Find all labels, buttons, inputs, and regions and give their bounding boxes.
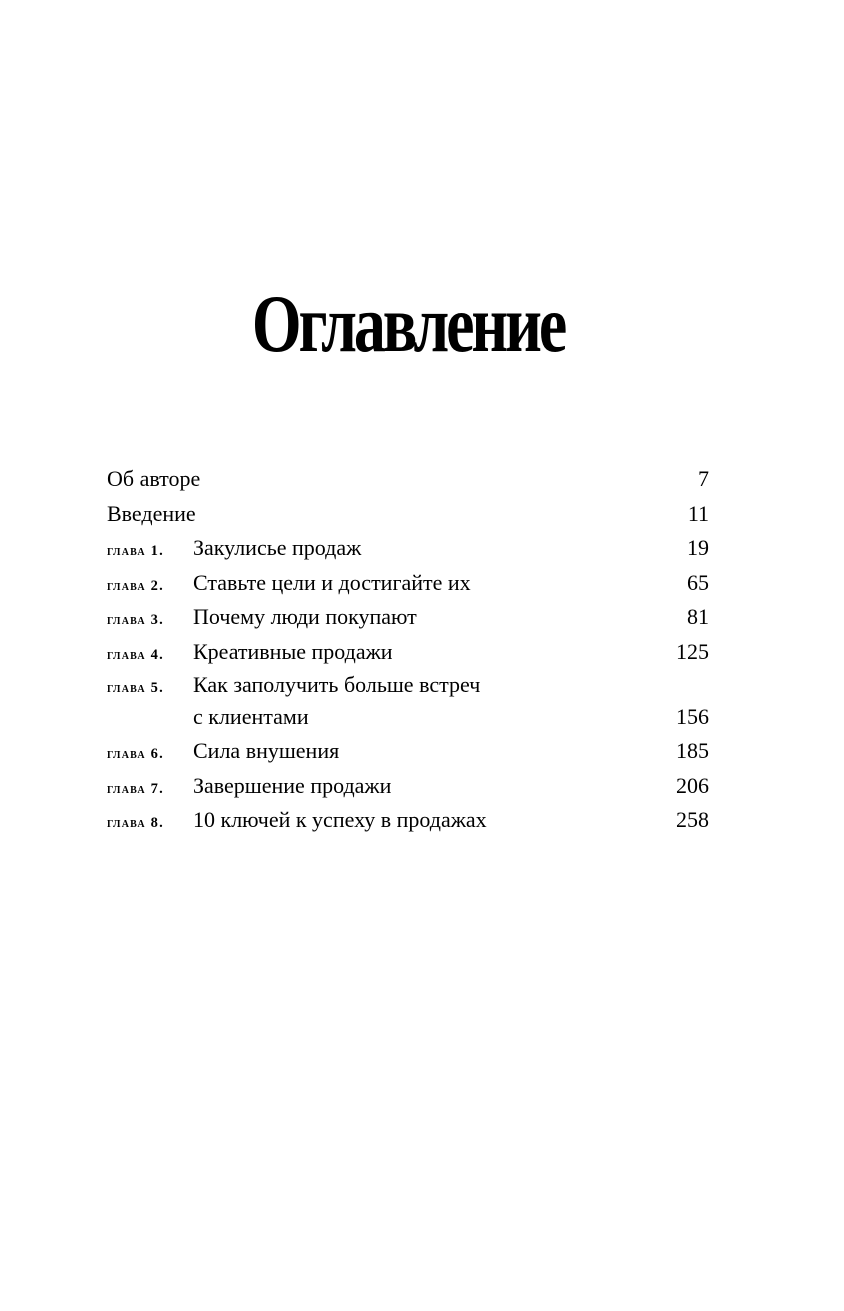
toc-page-number: 258 xyxy=(676,807,709,833)
chapter-number: 8. xyxy=(150,815,164,832)
toc-page-number: 156 xyxy=(676,703,709,729)
chapter-number: 2. xyxy=(150,577,164,594)
toc-page-number: 185 xyxy=(676,738,709,764)
chapter-label: глава xyxy=(107,646,146,663)
chapter-title: Креативные продажи xyxy=(193,638,393,664)
toc-entry-text: Введение xyxy=(107,500,196,526)
chapter-label: глава xyxy=(107,679,146,696)
toc-chapter-3 xyxy=(107,600,709,635)
chapter-label: глава xyxy=(107,815,146,832)
chapter-title-continuation: с клиентами xyxy=(193,703,309,729)
chapter-title: Завершение продажи xyxy=(193,772,392,798)
chapter-label: глава xyxy=(107,577,146,594)
toc-page-number: 81 xyxy=(687,604,709,630)
toc-entry-introduction xyxy=(107,497,709,532)
chapter-number: 7. xyxy=(150,780,164,797)
toc-entry-text: Об авторе xyxy=(107,466,201,491)
toc-chapter-6 xyxy=(107,734,709,769)
chapter-label: глава xyxy=(107,780,146,797)
toc-chapter-1 xyxy=(107,531,709,566)
chapter-label: глава xyxy=(107,543,146,560)
chapter-prefix xyxy=(107,806,193,841)
toc-page-number: 7 xyxy=(698,466,709,491)
chapter-number: 6. xyxy=(150,746,164,763)
toc-page-number: 11 xyxy=(687,500,709,526)
toc-page-number: 125 xyxy=(676,638,709,664)
chapter-label: глава xyxy=(107,746,146,763)
chapter-prefix xyxy=(107,772,193,807)
toc-chapter-4 xyxy=(107,635,709,670)
chapter-prefix xyxy=(107,603,193,638)
chapter-number: 5. xyxy=(150,679,164,696)
chapter-prefix xyxy=(107,673,193,703)
toc-chapter-2 xyxy=(107,566,709,601)
toc-chapter-5 xyxy=(107,670,709,700)
chapter-title: 10 ключей к успеху в продажах xyxy=(193,807,487,833)
chapter-number: 3. xyxy=(150,612,164,629)
chapter-number: 1. xyxy=(150,543,164,560)
chapter-title: Ставьте цели и достигайте их xyxy=(193,569,471,595)
toc-entry-about-author xyxy=(107,462,709,497)
toc-page-number: 65 xyxy=(687,569,709,595)
chapter-label: глава xyxy=(107,612,146,629)
table-of-contents xyxy=(107,462,709,838)
chapter-title: Сила внушения xyxy=(193,738,340,764)
page-title: Оглавление xyxy=(251,278,565,369)
chapter-prefix xyxy=(107,534,193,569)
chapter-title: Закулисье продаж xyxy=(193,535,362,561)
toc-page-number: 19 xyxy=(687,535,709,561)
toc-chapter-5-continuation xyxy=(107,700,709,735)
chapter-number: 4. xyxy=(150,646,164,663)
chapter-prefix xyxy=(107,737,193,772)
chapter-title: Как заполучить больше встреч xyxy=(193,671,481,697)
toc-chapter-8 xyxy=(107,803,709,838)
toc-chapter-7 xyxy=(107,769,709,804)
chapter-prefix xyxy=(107,638,193,673)
toc-page-number: 206 xyxy=(676,772,709,798)
chapter-title: Почему люди покупают xyxy=(193,604,417,630)
chapter-prefix xyxy=(107,569,193,604)
